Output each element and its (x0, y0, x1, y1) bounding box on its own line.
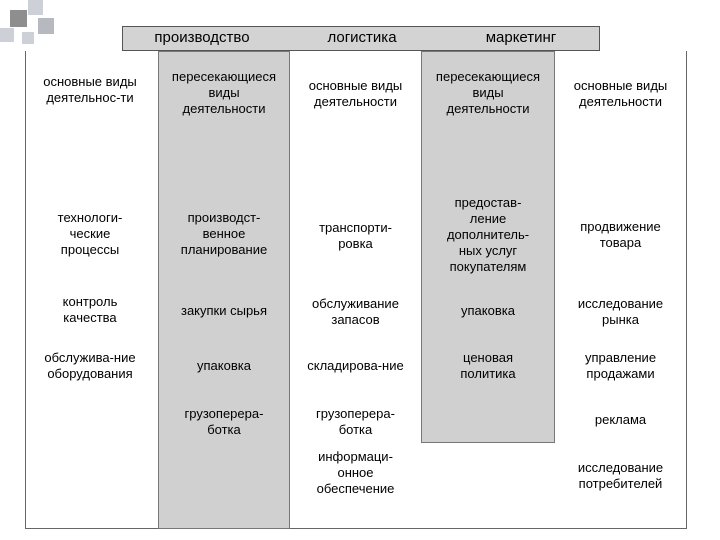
logistics-core-item: обслуживание запасов (312, 296, 399, 327)
header-logistics: логистика (327, 29, 397, 46)
marketing-core-item: исследование рынка (577, 296, 664, 327)
production-core-header: основные виды деятельнос-ти (43, 74, 137, 105)
overlap-lm-header: пересекающиеся виды деятельности (435, 69, 541, 116)
production-core-item: технологи- ческие процессы (57, 210, 123, 257)
header-production: производство (154, 29, 250, 46)
production-core-item: обслужива-ние оборудования (44, 350, 136, 381)
logistics-core-item: информаци- онное обеспечение (316, 449, 395, 496)
overlap-pl-item: грузоперера- ботка (184, 406, 264, 437)
frame-left-line (25, 51, 26, 529)
marketing-core-item: реклама (594, 412, 647, 427)
logistics-core-header: основные виды деятельности (308, 78, 403, 109)
frame-right-line (686, 51, 687, 529)
decor-square-light-3 (22, 32, 34, 44)
marketing-core-item: продвижение товара (580, 219, 661, 250)
decor-square-light (28, 0, 43, 15)
marketing-core-item: управление продажами (584, 350, 657, 381)
marketing-core-item: исследование потребителей (577, 460, 664, 491)
overlap-pl-item: производст- венное планирование (180, 210, 268, 257)
overlap-lm-item: упаковка (461, 303, 515, 318)
logistics-core-item: складирова-ние (307, 358, 404, 373)
logistics-core-item: транспорти- ровка (319, 220, 392, 251)
decor-square-light-2 (0, 28, 14, 42)
header-marketing: маркетинг (485, 29, 557, 46)
marketing-core-header: основные виды деятельности (573, 78, 668, 109)
overlap-lm-item: предостав- ление дополнитель- ных услуг покупателям (446, 195, 530, 274)
overlap-pl-item: упаковка (197, 358, 251, 373)
logistics-core-item: грузоперера- ботка (316, 406, 395, 437)
overlap-lm-item: ценовая политика (460, 350, 516, 381)
overlap-pl-header: пересекающиеся виды деятельности (171, 69, 277, 116)
decor-square-dark (10, 10, 27, 27)
production-core-item: контроль качества (62, 294, 118, 325)
overlap-column-production-logistics (158, 51, 290, 529)
overlap-pl-item: закупки сырья (180, 303, 267, 318)
decor-square-mid (38, 18, 54, 34)
frame-bottom-line (25, 528, 686, 529)
